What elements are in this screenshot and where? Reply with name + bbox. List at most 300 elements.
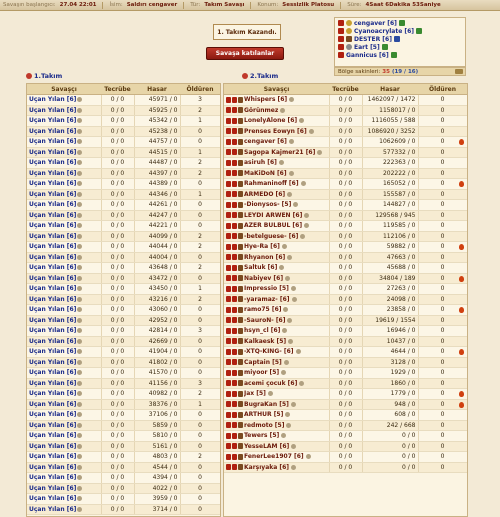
warrior-name[interactable]: Sagopa Kajmer21 [6] bbox=[244, 148, 316, 156]
info-icon[interactable] bbox=[77, 150, 82, 155]
warrior-name[interactable]: Rhyanon [6] bbox=[244, 253, 286, 261]
zone-player[interactable] bbox=[338, 19, 462, 27]
warrior-cell[interactable] bbox=[27, 116, 101, 127]
info-icon[interactable] bbox=[77, 234, 82, 239]
attack-icon[interactable] bbox=[226, 181, 231, 187]
info-icon[interactable] bbox=[77, 444, 82, 449]
warrior-name[interactable]: cengaver [6] bbox=[244, 138, 287, 146]
warrior-cell[interactable] bbox=[27, 158, 101, 169]
attack-icon[interactable] bbox=[226, 160, 231, 166]
warrior-name[interactable]: Uçan Yılan [6] bbox=[29, 117, 77, 125]
warrior-name[interactable]: Tewers [5] bbox=[244, 432, 280, 440]
warrior-cell[interactable] bbox=[27, 315, 101, 326]
warrior-cell[interactable] bbox=[27, 452, 101, 463]
attack-icon[interactable] bbox=[232, 233, 237, 239]
attack-icon[interactable] bbox=[226, 401, 231, 407]
warrior-name[interactable]: -betelguese- [6] bbox=[244, 232, 299, 240]
warrior-name[interactable]: -SauroN- [6] bbox=[244, 316, 286, 324]
warrior-cell[interactable] bbox=[27, 126, 101, 137]
warrior-cell[interactable] bbox=[224, 95, 329, 106]
info-icon[interactable] bbox=[289, 171, 294, 176]
warrior-entry[interactable] bbox=[226, 243, 327, 250]
warrior-cell[interactable] bbox=[224, 347, 329, 358]
warrior-name[interactable]: Uçan Yılan [6] bbox=[29, 390, 77, 398]
attack-icon[interactable] bbox=[232, 443, 237, 449]
warrior-name[interactable]: Uçan Yılan [6] bbox=[29, 295, 77, 303]
attack-icon[interactable] bbox=[226, 349, 231, 355]
warrior-entry[interactable] bbox=[226, 117, 327, 124]
info-icon[interactable] bbox=[77, 139, 82, 144]
attack-icon[interactable] bbox=[226, 275, 231, 281]
warrior-name[interactable]: Uçan Yılan [6] bbox=[29, 432, 77, 440]
attack-icon[interactable] bbox=[232, 107, 237, 113]
attack-icon[interactable] bbox=[226, 139, 231, 145]
info-icon[interactable] bbox=[304, 213, 309, 218]
attack-icon[interactable] bbox=[226, 422, 231, 428]
attack-icon[interactable] bbox=[232, 181, 237, 187]
warrior-cell[interactable] bbox=[27, 326, 101, 337]
attack-icon[interactable] bbox=[232, 401, 237, 407]
info-icon[interactable] bbox=[77, 244, 82, 249]
warrior-name[interactable]: Uçan Yılan [6] bbox=[29, 369, 77, 377]
warrior-name[interactable]: BugraKan [5] bbox=[244, 400, 289, 408]
info-icon[interactable] bbox=[77, 286, 82, 291]
info-icon[interactable] bbox=[306, 454, 311, 459]
warrior-cell[interactable] bbox=[224, 189, 329, 200]
warrior-name[interactable]: Uçan Yılan [6] bbox=[29, 495, 77, 503]
warrior-name[interactable]: Uçan Yılan [6] bbox=[29, 96, 77, 104]
warrior-cell[interactable] bbox=[27, 483, 101, 494]
warrior-entry[interactable] bbox=[226, 296, 327, 303]
info-icon[interactable] bbox=[287, 255, 292, 260]
info-icon[interactable] bbox=[291, 444, 296, 449]
info-icon[interactable] bbox=[77, 255, 82, 260]
warrior-name[interactable]: -Dionysos- [5] bbox=[244, 201, 292, 209]
warrior-cell[interactable] bbox=[27, 357, 101, 368]
warrior-cell[interactable] bbox=[27, 504, 101, 515]
warrior-name[interactable]: LEYDİ ARWEN [6] bbox=[244, 211, 303, 219]
warrior-entry[interactable] bbox=[226, 432, 327, 439]
warrior-cell[interactable] bbox=[27, 210, 101, 221]
warrior-cell[interactable] bbox=[224, 399, 329, 410]
warrior-entry[interactable] bbox=[226, 359, 327, 366]
info-icon[interactable] bbox=[77, 276, 82, 281]
attack-icon[interactable] bbox=[232, 412, 237, 418]
warrior-entry[interactable] bbox=[226, 275, 327, 282]
attack-icon[interactable] bbox=[226, 128, 231, 134]
warrior-cell[interactable] bbox=[224, 147, 329, 158]
col-warrior[interactable]: Savaşçı bbox=[224, 84, 329, 95]
warrior-entry[interactable] bbox=[226, 138, 327, 145]
warrior-entry[interactable] bbox=[226, 96, 327, 103]
info-icon[interactable] bbox=[77, 391, 82, 396]
warrior-name[interactable]: Hye-Ra [6] bbox=[244, 243, 280, 251]
warrior-cell[interactable] bbox=[27, 221, 101, 232]
col-kills[interactable]: Öldüren bbox=[180, 84, 220, 95]
warrior-name[interactable]: MaKiDoN [6] bbox=[244, 169, 287, 177]
attack-icon[interactable] bbox=[226, 191, 231, 197]
attack-icon[interactable] bbox=[232, 160, 237, 166]
warrior-name[interactable]: Uçan Yılan [6] bbox=[29, 243, 77, 251]
warrior-cell[interactable] bbox=[224, 273, 329, 284]
zone-player-name[interactable]: Gannicus [6] bbox=[346, 51, 389, 59]
attack-icon[interactable] bbox=[232, 254, 237, 260]
warrior-cell[interactable] bbox=[27, 263, 101, 274]
info-icon[interactable] bbox=[293, 202, 298, 207]
warrior-entry[interactable] bbox=[226, 369, 327, 376]
warrior-name[interactable]: Uçan Yılan [6] bbox=[29, 169, 77, 177]
warrior-cell[interactable] bbox=[224, 441, 329, 452]
attack-icon[interactable] bbox=[232, 202, 237, 208]
attack-icon[interactable] bbox=[226, 296, 231, 302]
warrior-name[interactable]: ramo75 [6] bbox=[244, 306, 282, 314]
attack-icon[interactable] bbox=[226, 149, 231, 155]
warrior-entry[interactable] bbox=[226, 464, 327, 471]
col-damage[interactable]: Hasar bbox=[362, 84, 418, 95]
warrior-entry[interactable] bbox=[226, 411, 327, 418]
warrior-cell[interactable] bbox=[224, 452, 329, 463]
info-icon[interactable] bbox=[77, 496, 82, 501]
info-icon[interactable] bbox=[291, 402, 296, 407]
warrior-cell[interactable] bbox=[27, 189, 101, 200]
warrior-cell[interactable] bbox=[224, 294, 329, 305]
info-icon[interactable] bbox=[287, 192, 292, 197]
info-icon[interactable] bbox=[285, 276, 290, 281]
attack-icon[interactable] bbox=[232, 464, 237, 470]
warrior-entry[interactable] bbox=[226, 128, 327, 135]
attack-icon[interactable] bbox=[226, 328, 231, 334]
attack-icon[interactable] bbox=[226, 170, 231, 176]
warrior-entry[interactable] bbox=[226, 212, 327, 219]
warrior-cell[interactable] bbox=[224, 389, 329, 400]
attack-icon[interactable] bbox=[226, 97, 231, 103]
info-icon[interactable] bbox=[77, 486, 82, 491]
info-icon[interactable] bbox=[77, 129, 82, 134]
info-icon[interactable] bbox=[77, 454, 82, 459]
warrior-cell[interactable] bbox=[224, 252, 329, 263]
attack-icon[interactable] bbox=[232, 328, 237, 334]
warrior-name[interactable]: YesseLAM [6] bbox=[244, 442, 290, 450]
attack-icon[interactable] bbox=[338, 36, 344, 42]
warrior-entry[interactable] bbox=[226, 254, 327, 261]
warrior-cell[interactable] bbox=[224, 357, 329, 368]
info-icon[interactable] bbox=[287, 318, 292, 323]
warrior-cell[interactable] bbox=[224, 242, 329, 253]
warrior-cell[interactable] bbox=[27, 462, 101, 473]
warrior-name[interactable]: Uçan Yılan [6] bbox=[29, 400, 77, 408]
warrior-name[interactable]: asiruh [6] bbox=[244, 159, 277, 167]
attack-icon[interactable] bbox=[226, 233, 231, 239]
warrior-name[interactable]: Uçan Yılan [6] bbox=[29, 180, 77, 188]
warrior-entry[interactable] bbox=[226, 201, 327, 208]
warrior-entry[interactable] bbox=[226, 233, 327, 240]
warrior-cell[interactable] bbox=[224, 462, 329, 473]
warrior-name[interactable]: ARTHUR [5] bbox=[244, 411, 284, 419]
zone-player[interactable] bbox=[338, 27, 462, 35]
warrior-entry[interactable] bbox=[226, 390, 327, 397]
warrior-name[interactable]: Uçan Yılan [6] bbox=[29, 274, 77, 282]
warrior-cell[interactable] bbox=[224, 105, 329, 116]
warrior-cell[interactable] bbox=[224, 378, 329, 389]
warrior-entry[interactable] bbox=[226, 348, 327, 355]
info-icon[interactable] bbox=[77, 192, 82, 197]
info-icon[interactable] bbox=[77, 118, 82, 123]
warrior-entry[interactable] bbox=[226, 170, 327, 177]
warrior-cell[interactable] bbox=[27, 420, 101, 431]
warrior-cell[interactable] bbox=[27, 305, 101, 316]
attack-icon[interactable] bbox=[232, 139, 237, 145]
info-icon[interactable] bbox=[77, 433, 82, 438]
warrior-name[interactable]: Uçan Yılan [6] bbox=[29, 358, 77, 366]
attack-icon[interactable] bbox=[226, 412, 231, 418]
info-icon[interactable] bbox=[284, 360, 289, 365]
warrior-cell[interactable] bbox=[224, 221, 329, 232]
attack-icon[interactable] bbox=[232, 286, 237, 292]
zone-player[interactable] bbox=[338, 51, 462, 59]
info-icon[interactable] bbox=[285, 412, 290, 417]
warrior-name[interactable]: Uçan Yılan [6] bbox=[29, 442, 77, 450]
warrior-name[interactable]: Uçan Yılan [6] bbox=[29, 222, 77, 230]
attack-icon[interactable] bbox=[338, 20, 344, 26]
info-icon[interactable] bbox=[309, 129, 314, 134]
warrior-cell[interactable] bbox=[27, 137, 101, 148]
warrior-name[interactable]: Uçan Yılan [6] bbox=[29, 348, 77, 356]
info-icon[interactable] bbox=[77, 339, 82, 344]
info-icon[interactable] bbox=[77, 328, 82, 333]
info-icon[interactable] bbox=[382, 44, 388, 50]
attack-icon[interactable] bbox=[226, 202, 231, 208]
warrior-name[interactable]: Uçan Yılan [6] bbox=[29, 201, 77, 209]
warrior-cell[interactable] bbox=[27, 284, 101, 295]
info-icon[interactable] bbox=[291, 465, 296, 470]
attack-icon[interactable] bbox=[226, 212, 231, 218]
attack-icon[interactable] bbox=[338, 28, 344, 34]
col-experience[interactable]: Tecrübe bbox=[101, 84, 134, 95]
warrior-entry[interactable] bbox=[226, 222, 327, 229]
attack-icon[interactable] bbox=[232, 380, 237, 386]
info-icon[interactable] bbox=[391, 52, 397, 58]
info-icon[interactable] bbox=[288, 339, 293, 344]
info-icon[interactable] bbox=[299, 381, 304, 386]
info-icon[interactable] bbox=[77, 402, 82, 407]
attack-icon[interactable] bbox=[226, 223, 231, 229]
warrior-entry[interactable] bbox=[226, 453, 327, 460]
attack-icon[interactable] bbox=[232, 244, 237, 250]
warrior-name[interactable]: Uçan Yılan [6] bbox=[29, 127, 77, 135]
attack-icon[interactable] bbox=[232, 338, 237, 344]
info-icon[interactable] bbox=[77, 171, 82, 176]
warrior-name[interactable]: Prenses Ëowyn [6] bbox=[244, 127, 307, 135]
warrior-cell[interactable] bbox=[27, 252, 101, 263]
warrior-name[interactable]: ARMEDO [6] bbox=[244, 190, 286, 198]
info-icon[interactable] bbox=[416, 28, 422, 34]
info-icon[interactable] bbox=[279, 265, 284, 270]
attack-icon[interactable] bbox=[226, 244, 231, 250]
attack-icon[interactable] bbox=[232, 118, 237, 124]
warrior-name[interactable]: Uçan Yılan [6] bbox=[29, 148, 77, 156]
warrior-cell[interactable] bbox=[224, 431, 329, 442]
warrior-cell[interactable] bbox=[224, 168, 329, 179]
info-icon[interactable] bbox=[77, 97, 82, 102]
warrior-entry[interactable] bbox=[226, 401, 327, 408]
warrior-cell[interactable] bbox=[27, 378, 101, 389]
warrior-cell[interactable] bbox=[224, 420, 329, 431]
warrior-name[interactable]: Uçan Yılan [6] bbox=[29, 232, 77, 240]
warrior-name[interactable]: Uçan Yılan [6] bbox=[29, 327, 77, 335]
warrior-name[interactable]: Uçan Yılan [6] bbox=[29, 337, 77, 345]
info-icon[interactable] bbox=[301, 181, 306, 186]
info-icon[interactable] bbox=[77, 213, 82, 218]
info-icon[interactable] bbox=[282, 244, 287, 249]
attack-icon[interactable] bbox=[232, 191, 237, 197]
warrior-name[interactable]: Uçan Yılan [6] bbox=[29, 421, 77, 429]
warrior-name[interactable]: Uçan Yılan [6] bbox=[29, 453, 77, 461]
info-icon[interactable] bbox=[77, 307, 82, 312]
warrior-cell[interactable] bbox=[224, 315, 329, 326]
warrior-name[interactable]: Captain [5] bbox=[244, 358, 282, 366]
attack-icon[interactable] bbox=[232, 97, 237, 103]
attack-icon[interactable] bbox=[232, 265, 237, 271]
attack-icon[interactable] bbox=[232, 307, 237, 313]
attack-icon[interactable] bbox=[226, 338, 231, 344]
attack-icon[interactable] bbox=[232, 149, 237, 155]
warrior-entry[interactable] bbox=[226, 264, 327, 271]
warrior-cell[interactable] bbox=[224, 200, 329, 211]
warrior-cell[interactable] bbox=[224, 410, 329, 421]
warrior-cell[interactable] bbox=[27, 473, 101, 484]
warrior-cell[interactable] bbox=[224, 336, 329, 347]
warrior-name[interactable]: hsyn_cl [6] bbox=[244, 327, 281, 335]
info-icon[interactable] bbox=[77, 465, 82, 470]
attack-icon[interactable] bbox=[232, 223, 237, 229]
warrior-cell[interactable] bbox=[27, 347, 101, 358]
info-icon[interactable] bbox=[317, 150, 322, 155]
warrior-entry[interactable] bbox=[226, 149, 327, 156]
attack-icon[interactable] bbox=[226, 464, 231, 470]
warrior-entry[interactable] bbox=[226, 317, 327, 324]
attack-icon[interactable] bbox=[232, 422, 237, 428]
warrior-cell[interactable] bbox=[27, 200, 101, 211]
warrior-cell[interactable] bbox=[27, 336, 101, 347]
attack-icon[interactable] bbox=[232, 128, 237, 134]
warrior-entry[interactable] bbox=[226, 180, 327, 187]
warrior-cell[interactable] bbox=[27, 168, 101, 179]
warrior-name[interactable]: redmoto [5] bbox=[244, 421, 285, 429]
col-experience[interactable]: Tecrübe bbox=[329, 84, 362, 95]
warrior-name[interactable]: Uçan Yılan [6] bbox=[29, 316, 77, 324]
attack-icon[interactable] bbox=[338, 44, 344, 50]
info-icon[interactable] bbox=[399, 20, 405, 26]
info-icon[interactable] bbox=[296, 349, 301, 354]
warrior-entry[interactable] bbox=[226, 380, 327, 387]
info-icon[interactable] bbox=[77, 360, 82, 365]
attack-icon[interactable] bbox=[232, 170, 237, 176]
warrior-cell[interactable] bbox=[27, 431, 101, 442]
col-damage[interactable]: Hasar bbox=[134, 84, 180, 95]
attack-icon[interactable] bbox=[232, 349, 237, 355]
info-icon[interactable] bbox=[282, 328, 287, 333]
info-icon[interactable] bbox=[289, 97, 294, 102]
info-icon[interactable] bbox=[77, 475, 82, 480]
warrior-cell[interactable] bbox=[224, 116, 329, 127]
warrior-entry[interactable] bbox=[226, 285, 327, 292]
info-icon[interactable] bbox=[292, 297, 297, 302]
zone-player-name[interactable]: cengaver [6] bbox=[354, 19, 397, 27]
col-kills[interactable]: Öldüren bbox=[418, 84, 467, 95]
warrior-entry[interactable] bbox=[226, 422, 327, 429]
warrior-name[interactable]: Uçan Yılan [6] bbox=[29, 106, 77, 114]
attack-icon[interactable] bbox=[226, 359, 231, 365]
info-icon[interactable] bbox=[77, 223, 82, 228]
warrior-cell[interactable] bbox=[224, 263, 329, 274]
warrior-name[interactable]: FenerLee1907 [6] bbox=[244, 453, 304, 461]
warrior-cell[interactable] bbox=[224, 137, 329, 148]
info-icon[interactable] bbox=[77, 108, 82, 113]
warrior-cell[interactable] bbox=[27, 410, 101, 421]
attack-icon[interactable] bbox=[232, 296, 237, 302]
warrior-name[interactable]: Uçan Yılan [6] bbox=[29, 505, 77, 513]
attack-icon[interactable] bbox=[232, 454, 237, 460]
warrior-cell[interactable] bbox=[27, 231, 101, 242]
warrior-cell[interactable] bbox=[224, 368, 329, 379]
info-icon[interactable] bbox=[279, 160, 284, 165]
attack-icon[interactable] bbox=[232, 212, 237, 218]
attack-icon[interactable] bbox=[226, 254, 231, 260]
warrior-cell[interactable] bbox=[224, 231, 329, 242]
info-icon[interactable] bbox=[77, 297, 82, 302]
attack-icon[interactable] bbox=[226, 307, 231, 313]
info-icon[interactable] bbox=[281, 433, 286, 438]
warrior-cell[interactable] bbox=[27, 273, 101, 284]
warrior-name[interactable]: Kalkaesk [5] bbox=[244, 337, 287, 345]
warrior-cell[interactable] bbox=[27, 389, 101, 400]
warrior-name[interactable]: Görünmez bbox=[244, 106, 279, 114]
warrior-name[interactable]: -XTQ-KING- [6] bbox=[244, 348, 294, 356]
zone-player-name[interactable]: DESTER [6] bbox=[354, 35, 392, 43]
warrior-name[interactable]: Uçan Yılan [6] bbox=[29, 411, 77, 419]
warrior-name[interactable]: Uçan Yılan [6] bbox=[29, 190, 77, 198]
warrior-name[interactable]: LonelyAlone [6] bbox=[244, 117, 298, 125]
collapse-icon[interactable] bbox=[455, 69, 463, 74]
attack-icon[interactable] bbox=[232, 359, 237, 365]
warrior-name[interactable]: AZER BÜLBÜL [6] bbox=[244, 222, 303, 230]
participants-button[interactable]: Savaşa katılanlar bbox=[206, 47, 284, 60]
warrior-entry[interactable] bbox=[226, 443, 327, 450]
attack-icon[interactable] bbox=[232, 275, 237, 281]
warrior-name[interactable]: Saltuk [6] bbox=[244, 264, 278, 272]
attack-icon[interactable] bbox=[226, 286, 231, 292]
zone-player[interactable] bbox=[338, 43, 462, 51]
warrior-name[interactable]: Uçan Yılan [6] bbox=[29, 285, 77, 293]
warrior-entry[interactable] bbox=[226, 327, 327, 334]
warrior-cell[interactable] bbox=[224, 210, 329, 221]
warrior-name[interactable]: Uçan Yılan [6] bbox=[29, 264, 77, 272]
warrior-name[interactable]: Uçan Yılan [6] bbox=[29, 159, 77, 167]
attack-icon[interactable] bbox=[338, 52, 344, 58]
attack-icon[interactable] bbox=[226, 118, 231, 124]
attack-icon[interactable] bbox=[232, 391, 237, 397]
info-icon[interactable] bbox=[77, 265, 82, 270]
warrior-name[interactable]: Uçan Yılan [6] bbox=[29, 211, 77, 219]
warrior-name[interactable]: Uçan Yılan [6] bbox=[29, 253, 77, 261]
warrior-cell[interactable] bbox=[27, 368, 101, 379]
info-icon[interactable] bbox=[77, 160, 82, 165]
warrior-name[interactable]: acemi çocuk [6] bbox=[244, 379, 298, 387]
info-icon[interactable] bbox=[304, 223, 309, 228]
warrior-cell[interactable] bbox=[27, 147, 101, 158]
warrior-name[interactable]: Uçan Yılan [6] bbox=[29, 463, 77, 471]
warrior-cell[interactable] bbox=[27, 179, 101, 190]
